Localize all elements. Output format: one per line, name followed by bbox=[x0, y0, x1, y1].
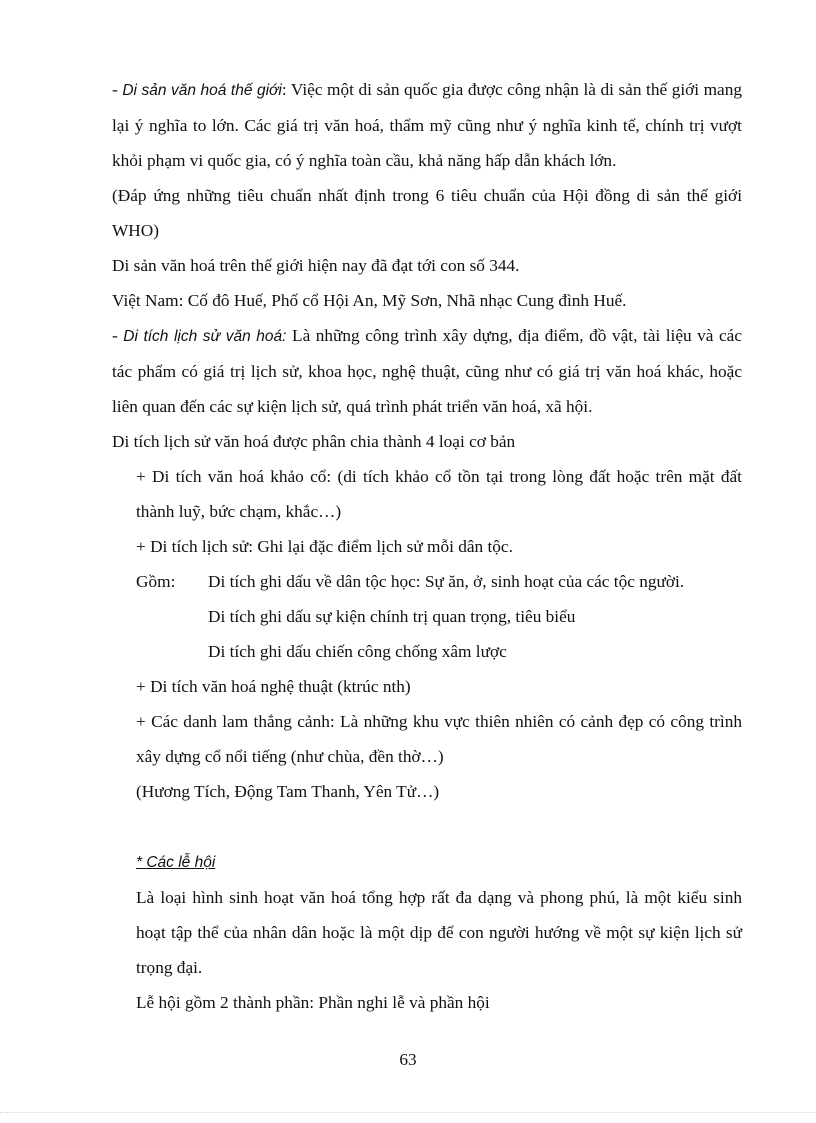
includes-label: Gồm: bbox=[136, 572, 176, 591]
heading-text: * Các lễ hội bbox=[136, 854, 216, 871]
includes-list bbox=[208, 564, 742, 669]
includes-item: Di tích ghi dấu về dân tộc học: Sự ăn, ở, sinh hoạt của các tộc người. bbox=[208, 572, 685, 591]
term-world-heritage: Di sản văn hoá thế giới bbox=[122, 82, 282, 99]
list-item-archaeology: + Di tích văn hoá khảo cổ: (di tích khảo cổ tồn tại trong lòng đất hoặc trên mặt đất thành luỹ, bức chạm, khắc…) bbox=[136, 467, 742, 521]
paragraph-criteria-note: (Đáp ứng những tiêu chuẩn nhất định trong 6 tiêu chuẩn của Hội đồng di sản thế giới WHO) bbox=[112, 186, 742, 240]
dash: - bbox=[112, 326, 124, 345]
includes-block bbox=[112, 564, 742, 669]
page-number: 63 bbox=[399, 1050, 417, 1069]
includes-item: Di tích ghi dấu chiến công chống xâm lược bbox=[208, 642, 507, 661]
paragraph-festival: Là loại hình sinh hoạt văn hoá tổng hợp rất đa dạng và phong phú, là một kiểu sinh hoạt tập thể của nhân dân hoặc là một dịp để con người hướng về một sự kiện lịch sử trọng đại. bbox=[136, 888, 742, 977]
text: : Việc một di sản quốc gia được công nhận là di sản thế giới mang lại ý nghĩa to lớn. Các giá trị văn hoá, thẩm mỹ cũng như ý nghĩa kinh tế, chính trị vượt khỏi phạm vi quốc gia, có ý nghĩa toàn cầu, khả năng hấp dẫn khách lớn. bbox=[112, 80, 743, 170]
dash: - bbox=[112, 80, 123, 99]
text: Là những công trình xây dựng, địa điểm, đồ vật, tài liệu và các tác phẩm có giá trị lịch sử, khoa học, nghệ thuật, cũng như có giá trị văn hoá khác, hoặc liên quan đến các sự kiện lịch sử, quá trình phát triển văn hoá, xã hội. bbox=[112, 326, 743, 416]
spacer bbox=[112, 809, 742, 844]
footer-line bbox=[0, 1112, 816, 1113]
list-item-scenic: + Các danh lam thắng cảnh: Là những khu vực thiên nhiên có cảnh đẹp có công trình xây dựng cổ nổi tiếng (như chùa, đền thờ…) bbox=[136, 712, 742, 766]
examples-note: (Hương Tích, Động Tam Thanh, Yên Tử…) bbox=[136, 782, 440, 801]
paragraph-four-types: Di tích lịch sử văn hoá được phân chia thành 4 loại cơ bản bbox=[112, 432, 516, 451]
page-body bbox=[112, 72, 742, 1020]
list-item-art: + Di tích văn hoá nghệ thuật (ktrúc nth) bbox=[136, 677, 411, 696]
section-heading bbox=[112, 844, 742, 880]
list-item-history: + Di tích lịch sử: Ghi lại đặc điểm lịch sử mỗi dân tộc. bbox=[136, 537, 513, 556]
paragraph-vietnam: Việt Nam: Cố đô Huế, Phố cổ Hội An, Mỹ Sơn, Nhã nhạc Cung đình Huế. bbox=[112, 291, 627, 310]
paragraph-historic-relic bbox=[112, 318, 742, 424]
paragraph-count: Di sản văn hoá trên thế giới hiện nay đã đạt tới con số 344. bbox=[112, 256, 520, 275]
includes-item: Di tích ghi dấu sự kiện chính trị quan trọng, tiêu biểu bbox=[208, 607, 576, 626]
paragraph-world-heritage bbox=[112, 72, 742, 178]
term-historic-relic: Di tích lịch sử văn hoá: bbox=[123, 328, 287, 345]
paragraph-festival-parts: Lễ hội gồm 2 thành phần: Phần nghi lễ và phần hội bbox=[136, 993, 490, 1012]
